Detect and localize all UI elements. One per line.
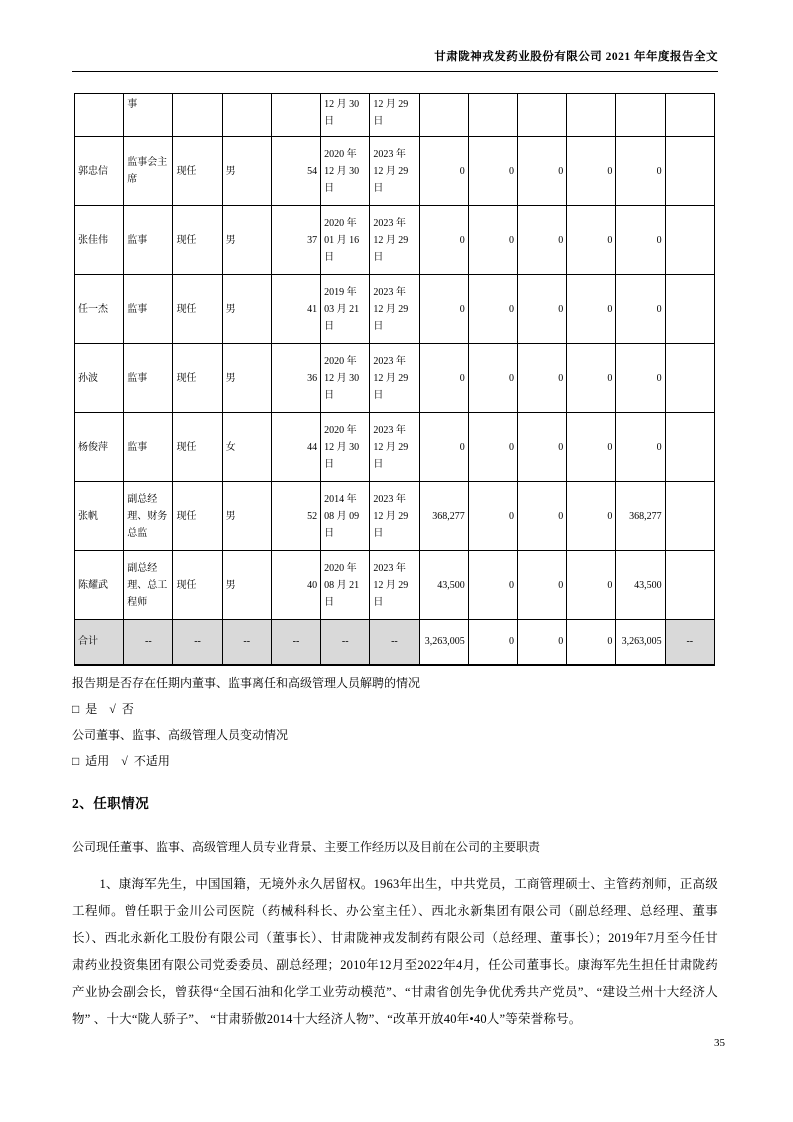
table-cell: 0 (419, 344, 468, 413)
table-cell (665, 482, 714, 551)
option-applicable-label: 适用 (85, 753, 110, 768)
officers-compensation-table (74, 93, 715, 666)
table-cell: 0 (567, 206, 616, 275)
table-cell (75, 94, 124, 137)
table-cell: 张佳伟 (75, 206, 124, 275)
table-cell: 3,263,005 (616, 620, 665, 665)
table-cell: 0 (468, 137, 517, 206)
table-cell (517, 94, 566, 137)
table-cell: 0 (616, 275, 665, 344)
table-cell: 36 (271, 344, 320, 413)
table-cell: 杨俊萍 (75, 413, 124, 482)
note-departure-answer (72, 700, 718, 718)
table-row (75, 482, 715, 551)
table-cell: 现任 (173, 551, 222, 620)
table-row (75, 275, 715, 344)
table-cell: 男 (222, 551, 271, 620)
table-cell: 现任 (173, 344, 222, 413)
table-cell: 女 (222, 413, 271, 482)
table-cell: 0 (468, 344, 517, 413)
table-cell: 12 月 30 日 (321, 94, 370, 137)
table-cell: 现任 (173, 206, 222, 275)
table-cell: 2023 年 12 月 29 日 (370, 482, 419, 551)
table-cell: 2023 年 12 月 29 日 (370, 137, 419, 206)
table-cell: 合计 (75, 620, 124, 665)
table-cell: 现任 (173, 482, 222, 551)
table-cell: 监事会主席 (124, 137, 173, 206)
table-cell: 0 (616, 413, 665, 482)
table-cell: 0 (468, 620, 517, 665)
table-cell: 0 (567, 137, 616, 206)
table-cell: 监事 (124, 413, 173, 482)
table-cell: 0 (517, 482, 566, 551)
table-cell: 0 (468, 551, 517, 620)
table-cell: 男 (222, 137, 271, 206)
table-cell: 2023 年 12 月 29 日 (370, 344, 419, 413)
table-cell: 0 (567, 482, 616, 551)
table-cell: 副总经理、财务总监 (124, 482, 173, 551)
table-cell: 0 (419, 206, 468, 275)
option-not-applicable-label: 不适用 (133, 753, 170, 768)
checkmark-icon: √ (121, 753, 128, 768)
table-cell: 0 (468, 206, 517, 275)
table-cell: 现任 (173, 413, 222, 482)
section-heading-tenure: 2、任职情况 (72, 795, 150, 811)
table-cell: 0 (616, 206, 665, 275)
table-cell: 男 (222, 206, 271, 275)
table-cell: 368,277 (419, 482, 468, 551)
page-number: 35 (714, 1037, 725, 1049)
table-cell: 0 (517, 620, 566, 665)
page-header (72, 0, 718, 72)
table-cell: 0 (616, 344, 665, 413)
table-cell: 37 (271, 206, 320, 275)
table-cell: 2023 年 12 月 29 日 (370, 551, 419, 620)
table-cell: 0 (468, 275, 517, 344)
table-cell: 0 (567, 620, 616, 665)
table-footnotes (72, 674, 718, 770)
table-cell: -- (271, 620, 320, 665)
table-cell (173, 94, 222, 137)
table-cell: 男 (222, 482, 271, 551)
table-cell: 任一杰 (75, 275, 124, 344)
table-cell: 现任 (173, 137, 222, 206)
table-cell (665, 344, 714, 413)
report-header-title: 甘肃陇神戎发药业股份有限公司 2021 年年度报告全文 (434, 51, 718, 63)
table-total-row (75, 620, 715, 665)
table-cell: 陈耀武 (75, 551, 124, 620)
table-cell: 0 (567, 551, 616, 620)
table-cell (419, 94, 468, 137)
table-cell: 0 (419, 413, 468, 482)
table-cell: 现任 (173, 275, 222, 344)
table-cell: 0 (517, 275, 566, 344)
checkbox-unchecked-icon: □ (72, 701, 80, 716)
table-cell: 3,263,005 (419, 620, 468, 665)
table-cell: 0 (517, 413, 566, 482)
table-cell: 0 (517, 206, 566, 275)
table-cell: 0 (468, 413, 517, 482)
table-cell: 2020 年 12 月 30 日 (321, 137, 370, 206)
table-cell: 0 (517, 344, 566, 413)
table-cell: 0 (419, 275, 468, 344)
table-cell: 监事 (124, 275, 173, 344)
option-yes-label: 是 (85, 701, 98, 716)
table-row (75, 344, 715, 413)
table-cell: 52 (271, 482, 320, 551)
table-cell: 368,277 (616, 482, 665, 551)
table-cell: -- (370, 620, 419, 665)
section-intro-text: 公司现任董事、监事、高级管理人员专业背景、主要工作经历以及目前在公司的主要职责 (72, 839, 541, 854)
table-cell: 郭忠信 (75, 137, 124, 206)
note-departure-question: 报告期是否存在任期内董事、监事离任和高级管理人员解聘的情况 (72, 675, 421, 690)
table-cell: 监事 (124, 344, 173, 413)
table-cell: 2020 年 12 月 30 日 (321, 413, 370, 482)
table-cell: 2019 年 03 月 21 日 (321, 275, 370, 344)
table-cell: 0 (567, 275, 616, 344)
table-cell: 43,500 (616, 551, 665, 620)
table-cell: -- (321, 620, 370, 665)
table-cell (567, 94, 616, 137)
officers-table-body (75, 94, 715, 665)
table-row (75, 137, 715, 206)
table-cell: 事 (124, 94, 173, 137)
page-content (72, 0, 718, 1033)
table-cell: 孙波 (75, 344, 124, 413)
table-cell: 2023 年 12 月 29 日 (370, 275, 419, 344)
table-cell: 0 (567, 413, 616, 482)
table-cell: 43,500 (419, 551, 468, 620)
table-cell: 2014 年 08 月 09 日 (321, 482, 370, 551)
table-cell: 0 (517, 551, 566, 620)
table-cell: 副总经理、总工程师 (124, 551, 173, 620)
table-cell (616, 94, 665, 137)
checkmark-icon: √ (109, 701, 116, 716)
table-cell: -- (124, 620, 173, 665)
table-cell: 2020 年 12 月 30 日 (321, 344, 370, 413)
table-row (75, 413, 715, 482)
note-change-answer (72, 752, 718, 770)
table-cell: 0 (616, 137, 665, 206)
table-cell (665, 94, 714, 137)
table-cell: 44 (271, 413, 320, 482)
table-cell: 0 (419, 137, 468, 206)
table-cell: 男 (222, 275, 271, 344)
table-cell: 监事 (124, 206, 173, 275)
table-row (75, 551, 715, 620)
table-cell: 40 (271, 551, 320, 620)
table-cell: 2023 年 12 月 29 日 (370, 206, 419, 275)
table-cell: 2023 年 12 月 29 日 (370, 413, 419, 482)
table-cell (665, 551, 714, 620)
table-cell: 2020 年 01 月 16 日 (321, 206, 370, 275)
table-cell: 0 (567, 344, 616, 413)
table-cell: 男 (222, 344, 271, 413)
table-cell (665, 413, 714, 482)
table-cell (271, 94, 320, 137)
option-no-label: 否 (121, 701, 134, 716)
table-cell: 0 (468, 482, 517, 551)
table-cell (468, 94, 517, 137)
checkbox-unchecked-icon: □ (72, 753, 80, 768)
table-cell: 2020 年 08 月 21 日 (321, 551, 370, 620)
table-cell: 0 (517, 137, 566, 206)
table-cell: 12 月 29 日 (370, 94, 419, 137)
bio-paragraph-kanghaijun: 1、康海军先生，中国国籍，无境外永久居留权。1963年出生，中共党员，工商管理硕士、主管药剂师，正高级工程师。曾任职于金川公司医院（药械科科长、办公室主任）、西北永新集团有限公司（副总经理、总经理、董事长）、西北永新化工股份有限公司（董事长）、甘肃陇神戎发制药有限公司（总经理、董事长）；2019年7月至今任甘肃药业投资集团有限公司党委委员、副总经理；2010年12月至2022年4月，任公司董事长。康海军先生担任甘肃陇药产业协会副会长，曾获得“全国石油和化学工业劳动模范”、“甘肃省创先争优优秀共产党员”、“建设兰州十大经济人物” 、十大“陇人骄子”、 “甘肃骄傲2014十大经济人物”、“改革开放40年•40人”等荣誉称号。 (72, 876, 718, 1026)
table-cell (222, 94, 271, 137)
table-row (75, 206, 715, 275)
table-cell: 54 (271, 137, 320, 206)
table-row (75, 94, 715, 137)
table-cell: 张帆 (75, 482, 124, 551)
note-change-question: 公司董事、监事、高级管理人员变动情况 (72, 727, 289, 742)
table-cell (665, 275, 714, 344)
table-cell: -- (665, 620, 714, 665)
table-cell: -- (222, 620, 271, 665)
table-cell: 41 (271, 275, 320, 344)
table-cell: -- (173, 620, 222, 665)
table-cell (665, 137, 714, 206)
table-cell (665, 206, 714, 275)
